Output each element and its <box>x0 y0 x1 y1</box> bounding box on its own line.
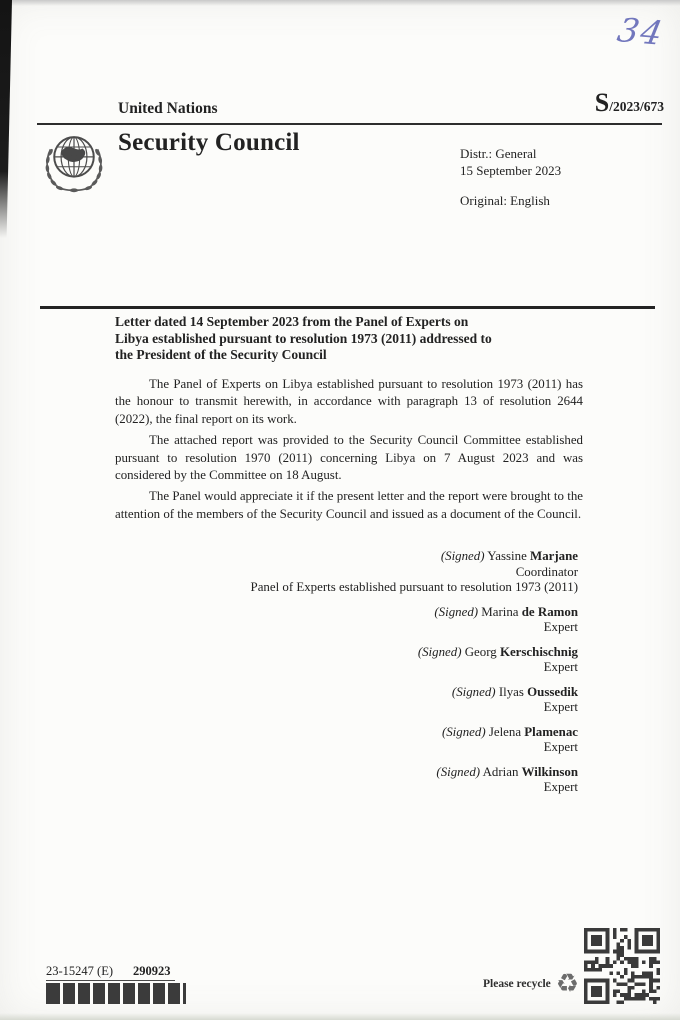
signature-entry <box>115 725 578 756</box>
signed-label: (Signed) <box>451 684 496 699</box>
un-emblem-icon <box>36 128 112 204</box>
signature-name-line <box>115 605 578 621</box>
signed-label: (Signed) <box>417 644 462 659</box>
signature-name-line <box>115 549 578 565</box>
signer-surname: de Ramon <box>521 604 578 619</box>
signature-entry <box>115 685 578 716</box>
signer-surname: Wilkinson <box>521 764 578 779</box>
handwritten-page-number: 34 <box>614 10 668 53</box>
document-symbol-prefix: S <box>594 88 610 117</box>
signature-entry <box>115 645 578 676</box>
letter-title <box>115 314 492 364</box>
scan-edge-left <box>0 0 12 238</box>
signer-organization: Panel of Experts established pursuant to resolution 1973 (2011) <box>250 580 578 594</box>
signer-given-name: Jelena <box>488 724 522 739</box>
signer-role: Expert <box>543 740 578 754</box>
signer-role: Expert <box>543 660 578 674</box>
signer-given-name: Georg <box>464 644 497 659</box>
signer-role: Expert <box>543 700 578 714</box>
document-symbol-suffix: /2023/673 <box>609 99 664 114</box>
signature-entry <box>115 765 578 796</box>
recycle-notice <box>483 971 579 997</box>
recycle-label: Please recycle <box>483 978 551 990</box>
signer-surname: Oussedik <box>527 684 578 699</box>
signature-name-line <box>115 645 578 661</box>
header-rule <box>37 123 662 125</box>
print-date-code: 290923 <box>133 964 171 978</box>
signer-surname: Plamenac <box>524 724 578 739</box>
signature-name-line <box>115 765 578 781</box>
signer-surname: Kerschischnig <box>499 644 578 659</box>
org-name: United Nations <box>118 100 218 117</box>
signature-name-line <box>115 725 578 741</box>
letter-paragraph: The attached report was provided to the Security Council Committee established pursuant to resolution 1970 (2011) concerning Libya on 7 August 2023 and was considered by the Committee on 18 August. <box>115 433 583 483</box>
signed-label: (Signed) <box>441 724 486 739</box>
signer-surname: Marjane <box>530 549 578 563</box>
letter-paragraph: The Panel of Experts on Libya established pursuant to resolution 1973 (2011) has the honour to transmit herewith, in accordance with paragraph 13 of resolution 2644 (2022), the final report on its work. <box>115 377 583 426</box>
signer-role: Expert <box>543 780 578 794</box>
signature-entry <box>115 549 578 596</box>
title-rule <box>40 306 655 309</box>
distribution-line: Distr.: General <box>460 146 537 161</box>
original-language-line: Original: English <box>460 193 550 208</box>
signed-label: (Signed) <box>436 764 481 779</box>
recycle-icon: ♻ <box>555 969 580 998</box>
signed-label: (Signed) <box>440 549 485 563</box>
job-number: 23-15247 (E) <box>46 964 113 978</box>
signer-given-name: Ilyas <box>498 684 524 699</box>
signer-role: Coordinator <box>515 564 578 579</box>
letter-body <box>115 376 583 527</box>
letter-title-line: Libya established pursuant to resolution 1973 (2011) addressed to <box>115 330 492 346</box>
footer-job-number-line <box>46 964 175 981</box>
date-line: 15 September 2023 <box>460 163 562 178</box>
scan-edge-top <box>0 0 680 6</box>
signer-given-name: Yassine <box>487 549 527 563</box>
scan-edge-bottom <box>0 1013 680 1020</box>
page-title: Security Council <box>118 129 300 156</box>
document-symbol <box>595 88 664 118</box>
barcode <box>46 983 186 1004</box>
signer-given-name: Marina <box>481 604 519 619</box>
signer-role: Expert <box>543 620 578 634</box>
signature-block <box>115 549 578 805</box>
letter-title-line: the President of the Security Council <box>115 347 327 362</box>
letter-title-line: Letter dated 14 September 2023 from the Panel of Experts on <box>115 314 469 329</box>
signer-given-name: Adrian <box>482 764 519 779</box>
signed-label: (Signed) <box>434 604 479 619</box>
document-meta <box>460 145 561 209</box>
letter-paragraph: The Panel would appreciate it if the present letter and the report were brought to the attention of the members of the Security Council and issued as a document of the Council. <box>115 489 583 521</box>
signature-entry <box>115 605 578 636</box>
signature-name-line <box>115 685 578 701</box>
qr-code <box>584 928 660 1004</box>
